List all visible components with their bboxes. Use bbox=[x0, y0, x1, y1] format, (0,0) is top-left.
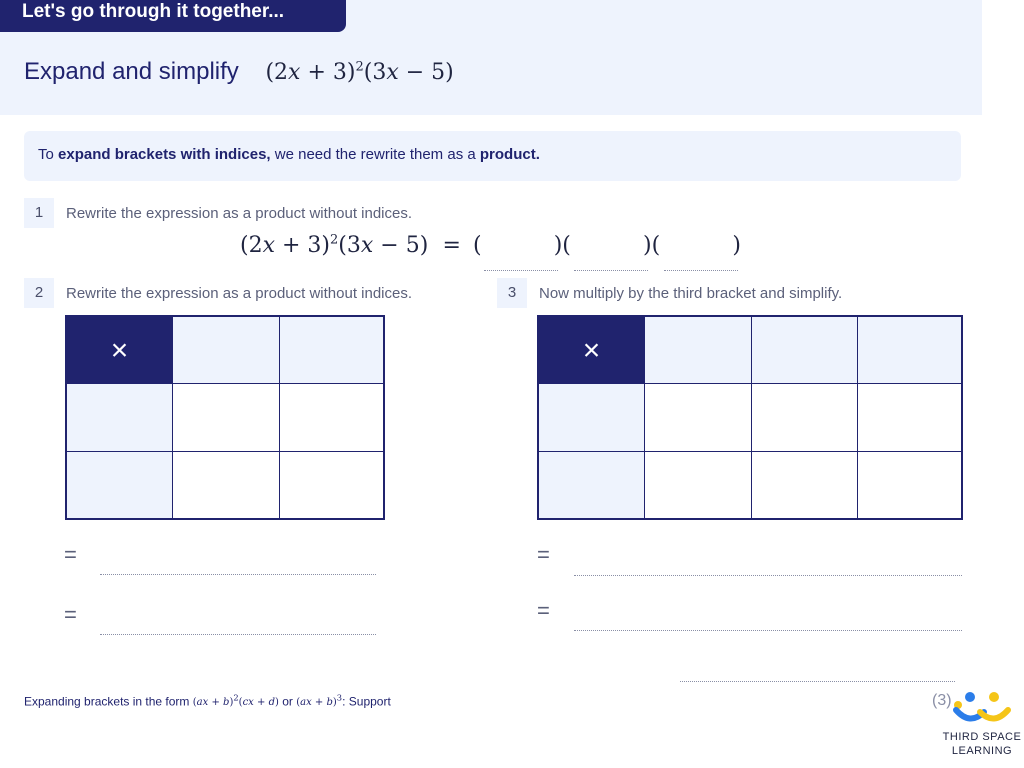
grid-2-cell[interactable] bbox=[645, 384, 752, 452]
multiply-icon: × bbox=[110, 334, 129, 367]
answer-line[interactable] bbox=[100, 634, 376, 635]
info-bold-2: product. bbox=[479, 146, 540, 163]
step-1-equation: $(2x + 3)^2(3x - 5)$ = ( )( )( ) bbox=[240, 232, 741, 258]
grid-2-cell[interactable] bbox=[752, 384, 858, 452]
bracket-close: ) bbox=[732, 233, 741, 258]
footer-suffix: : Support bbox=[342, 694, 391, 709]
step-1-text: Rewrite the expression as a product without indices. bbox=[66, 205, 413, 222]
brand-name bbox=[940, 730, 1024, 758]
grid-2-header-cell[interactable] bbox=[752, 317, 858, 384]
grid-1-side-cell[interactable] bbox=[67, 452, 173, 518]
answer-line[interactable] bbox=[574, 575, 962, 576]
title-expression: $(2x + 3)^2(3x - 5)$ bbox=[265, 59, 454, 85]
logo-dot-yellow bbox=[989, 692, 999, 702]
brand-line-2: LEARNING bbox=[951, 745, 1013, 757]
equals-sign: = bbox=[537, 542, 550, 567]
bracket-open: ( bbox=[473, 233, 482, 258]
title-text: Expand and simplify bbox=[24, 58, 239, 85]
step-2-text: Rewrite the expression as a product without indices. bbox=[66, 285, 413, 302]
step-1-number: 1 bbox=[24, 198, 54, 228]
info-prefix: To bbox=[38, 146, 59, 163]
marks-label: (3) bbox=[932, 692, 952, 709]
multiplication-grid-1 bbox=[65, 315, 385, 520]
grid-2-cell[interactable] bbox=[752, 452, 858, 518]
equals-sign: = bbox=[537, 598, 550, 623]
brand-line-1: THIRD SPACE bbox=[942, 731, 1022, 743]
step-2-number: 2 bbox=[24, 278, 54, 308]
footer-caption: Expanding brackets in the form (ax + b)$^2$(cx + d) or (ax + b)$^3$: Support bbox=[24, 693, 391, 709]
grid-1-cell[interactable] bbox=[280, 452, 383, 518]
footer-or: or bbox=[278, 694, 297, 709]
grid-1-multiply-cell bbox=[67, 317, 173, 384]
grid-1-header-cell[interactable] bbox=[280, 317, 383, 384]
multiply-icon: × bbox=[582, 334, 601, 367]
multiplication-grid-2 bbox=[537, 315, 963, 520]
grid-2-header-cell[interactable] bbox=[858, 317, 961, 384]
bracket-mid-1: )( bbox=[553, 233, 571, 258]
logo-dot-blue bbox=[965, 692, 975, 702]
grid-1-cell[interactable] bbox=[173, 384, 280, 452]
grid-2-multiply-cell bbox=[539, 317, 645, 384]
grid-2-cell[interactable] bbox=[645, 452, 752, 518]
bracket-mid-2: )( bbox=[643, 233, 661, 258]
blank-bracket-1[interactable] bbox=[484, 270, 558, 271]
info-middle: we need the rewrite them as a bbox=[270, 146, 480, 163]
grid-2-cell[interactable] bbox=[858, 452, 961, 518]
grid-2-cell[interactable] bbox=[858, 384, 961, 452]
final-answer-line[interactable] bbox=[680, 681, 955, 682]
grid-1-header-cell[interactable] bbox=[173, 317, 280, 384]
grid-2-header-cell[interactable] bbox=[645, 317, 752, 384]
info-box bbox=[24, 131, 961, 181]
grid-1-cell[interactable] bbox=[173, 452, 280, 518]
page-title bbox=[24, 58, 454, 86]
footer-prefix: Expanding brackets in the form bbox=[24, 694, 193, 709]
grid-1-cell[interactable] bbox=[280, 384, 383, 452]
blank-bracket-3[interactable] bbox=[664, 270, 738, 271]
banner-label: Let's go through it together... bbox=[0, 0, 346, 32]
step-3-number: 3 bbox=[497, 278, 527, 308]
step-3-text: Now multiply by the third bracket and simplify. bbox=[539, 285, 843, 302]
equals-sign: = bbox=[442, 233, 461, 258]
equals-sign: = bbox=[64, 542, 77, 567]
equals-sign: = bbox=[64, 602, 77, 627]
blank-bracket-2[interactable] bbox=[574, 270, 648, 271]
grid-2-side-cell[interactable] bbox=[539, 384, 645, 452]
info-bold-1: expand brackets with indices, bbox=[58, 146, 271, 163]
answer-line[interactable] bbox=[574, 630, 962, 631]
answer-line[interactable] bbox=[100, 574, 376, 575]
grid-2-side-cell[interactable] bbox=[539, 452, 645, 518]
grid-1-side-cell[interactable] bbox=[67, 384, 173, 452]
